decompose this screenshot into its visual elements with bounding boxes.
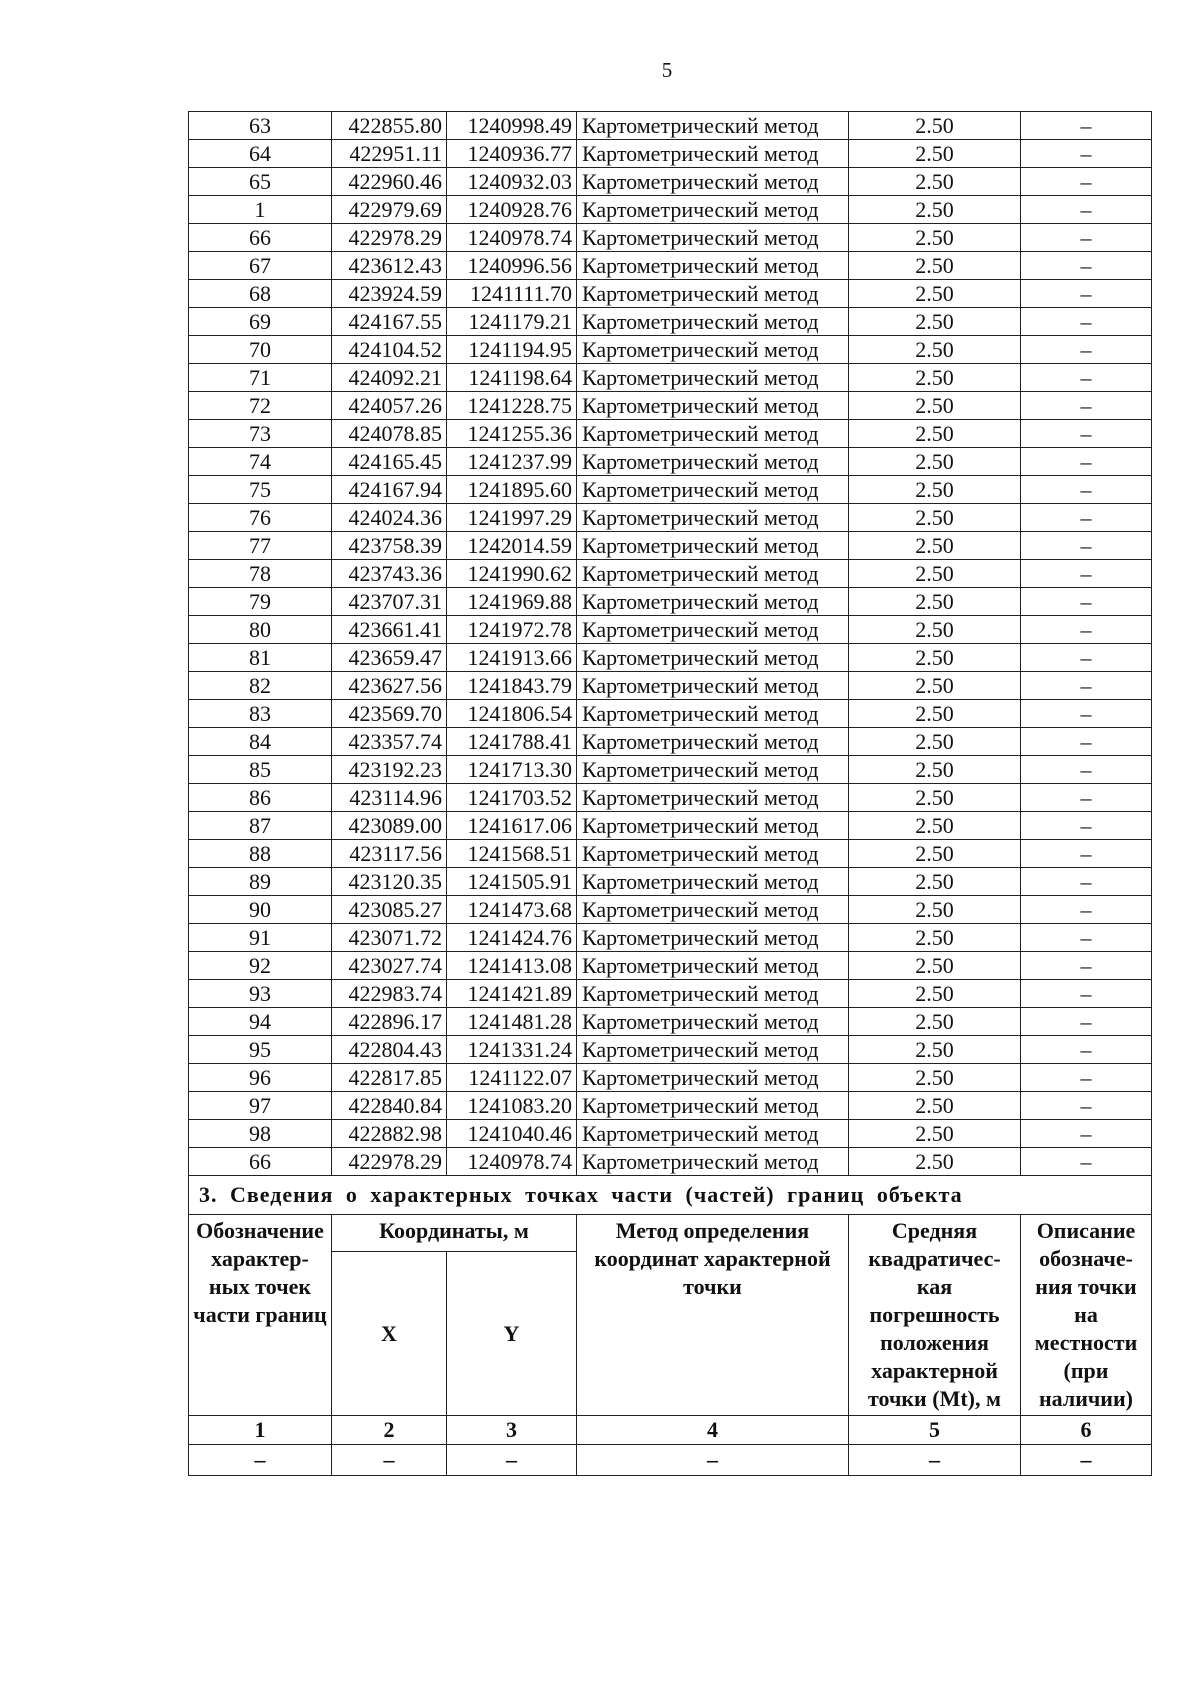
table-row (189, 560, 1152, 588)
table-row (189, 280, 1152, 308)
table-row (189, 504, 1152, 532)
method-cell: Картометрический метод (577, 448, 849, 476)
table-row (189, 336, 1152, 364)
table-row (189, 196, 1152, 224)
y-coordinate-cell: 1241997.29 (447, 504, 577, 532)
table-row (189, 1092, 1152, 1120)
column-number: 2 (332, 1416, 447, 1445)
empty-cell: – (447, 1445, 577, 1476)
method-cell: Картометрический метод (577, 644, 849, 672)
error-cell: 2.50 (849, 112, 1021, 140)
error-cell: 2.50 (849, 1092, 1021, 1120)
x-coordinate-cell: 422855.80 (332, 112, 447, 140)
y-coordinate-cell: 1241617.06 (447, 812, 577, 840)
error-cell: 2.50 (849, 812, 1021, 840)
table-row (189, 308, 1152, 336)
description-cell: – (1021, 1008, 1152, 1036)
description-cell: – (1021, 644, 1152, 672)
point-number-cell: 81 (189, 644, 332, 672)
x-coordinate-cell: 422978.29 (332, 224, 447, 252)
point-number-cell: 75 (189, 476, 332, 504)
method-cell: Картометрический метод (577, 980, 849, 1008)
x-coordinate-cell: 423758.39 (332, 532, 447, 560)
y-coordinate-cell: 1241237.99 (447, 448, 577, 476)
method-cell: Картометрический метод (577, 196, 849, 224)
method-cell: Картометрический метод (577, 224, 849, 252)
empty-cell: – (1021, 1445, 1152, 1476)
point-number-cell: 76 (189, 504, 332, 532)
table-row (189, 840, 1152, 868)
error-cell: 2.50 (849, 420, 1021, 448)
error-cell: 2.50 (849, 252, 1021, 280)
table-row (189, 1148, 1152, 1176)
y-coordinate-cell: 1241122.07 (447, 1064, 577, 1092)
x-coordinate-cell: 424167.94 (332, 476, 447, 504)
error-cell: 2.50 (849, 532, 1021, 560)
table-row (189, 756, 1152, 784)
error-cell: 2.50 (849, 1036, 1021, 1064)
coordinates-table-body (189, 112, 1152, 1176)
error-cell: 2.50 (849, 952, 1021, 980)
description-cell: – (1021, 700, 1152, 728)
description-cell: – (1021, 1064, 1152, 1092)
y-coordinate-cell: 1240928.76 (447, 196, 577, 224)
x-coordinate-cell: 424024.36 (332, 504, 447, 532)
x-coordinate-cell: 424104.52 (332, 336, 447, 364)
method-cell: Картометрический метод (577, 700, 849, 728)
error-cell: 2.50 (849, 280, 1021, 308)
method-cell: Картометрический метод (577, 1036, 849, 1064)
x-coordinate-cell: 422960.46 (332, 168, 447, 196)
method-cell: Картометрический метод (577, 336, 849, 364)
y-coordinate-cell: 1241713.30 (447, 756, 577, 784)
method-cell: Картометрический метод (577, 252, 849, 280)
table-row (189, 980, 1152, 1008)
x-coordinate-cell: 423071.72 (332, 924, 447, 952)
description-cell: – (1021, 112, 1152, 140)
table-row (189, 140, 1152, 168)
table-row (189, 252, 1152, 280)
point-number-cell: 73 (189, 420, 332, 448)
method-cell: Картометрический метод (577, 1148, 849, 1176)
x-coordinate-cell: 423661.41 (332, 616, 447, 644)
empty-cell: – (577, 1445, 849, 1476)
x-coordinate-cell: 423924.59 (332, 280, 447, 308)
point-number-cell: 1 (189, 196, 332, 224)
table-row (189, 812, 1152, 840)
table-row (189, 1064, 1152, 1092)
method-cell: Картометрический метод (577, 868, 849, 896)
x-coordinate-cell: 424057.26 (332, 392, 447, 420)
y-coordinate-cell: 1241990.62 (447, 560, 577, 588)
description-cell: – (1021, 252, 1152, 280)
table-row (189, 784, 1152, 812)
method-cell: Картометрический метод (577, 588, 849, 616)
table-row (189, 532, 1152, 560)
point-number-cell: 85 (189, 756, 332, 784)
description-cell: – (1021, 1092, 1152, 1120)
empty-data-row (189, 1445, 1152, 1476)
method-cell: Картометрический метод (577, 840, 849, 868)
column-number: 5 (849, 1416, 1021, 1445)
y-coordinate-cell: 1241806.54 (447, 700, 577, 728)
point-number-cell: 67 (189, 252, 332, 280)
x-coordinate-cell: 422804.43 (332, 1036, 447, 1064)
method-cell: Картометрический метод (577, 1008, 849, 1036)
error-cell: 2.50 (849, 224, 1021, 252)
description-cell: – (1021, 308, 1152, 336)
x-coordinate-cell: 424165.45 (332, 448, 447, 476)
description-cell: – (1021, 504, 1152, 532)
point-number-cell: 68 (189, 280, 332, 308)
x-coordinate-cell: 424092.21 (332, 364, 447, 392)
header-method: Метод определения координат характерной точки (577, 1215, 849, 1416)
error-cell: 2.50 (849, 392, 1021, 420)
description-cell: – (1021, 588, 1152, 616)
description-cell: – (1021, 784, 1152, 812)
description-cell: – (1021, 224, 1152, 252)
description-cell: – (1021, 476, 1152, 504)
y-coordinate-cell: 1241040.46 (447, 1120, 577, 1148)
point-number-cell: 70 (189, 336, 332, 364)
point-number-cell: 86 (189, 784, 332, 812)
y-coordinate-cell: 1240978.74 (447, 224, 577, 252)
error-cell: 2.50 (849, 896, 1021, 924)
x-coordinate-cell: 423117.56 (332, 840, 447, 868)
header-coordinates: Координаты, м (332, 1215, 577, 1252)
x-coordinate-cell: 423659.47 (332, 644, 447, 672)
table-row (189, 392, 1152, 420)
description-cell: – (1021, 924, 1152, 952)
point-number-cell: 83 (189, 700, 332, 728)
y-coordinate-cell: 1241228.75 (447, 392, 577, 420)
y-coordinate-cell: 1241703.52 (447, 784, 577, 812)
point-number-cell: 79 (189, 588, 332, 616)
error-cell: 2.50 (849, 840, 1021, 868)
empty-cell: – (189, 1445, 332, 1476)
description-cell: – (1021, 952, 1152, 980)
y-coordinate-cell: 1241788.41 (447, 728, 577, 756)
error-cell: 2.50 (849, 336, 1021, 364)
page-number: 5 (661, 58, 673, 82)
y-coordinate-cell: 1241895.60 (447, 476, 577, 504)
y-coordinate-cell: 1241194.95 (447, 336, 577, 364)
y-coordinate-cell: 1240932.03 (447, 168, 577, 196)
table-row (189, 672, 1152, 700)
point-number-cell: 89 (189, 868, 332, 896)
method-cell: Картометрический метод (577, 392, 849, 420)
point-number-cell: 82 (189, 672, 332, 700)
point-number-cell: 74 (189, 448, 332, 476)
x-coordinate-cell: 423627.56 (332, 672, 447, 700)
error-cell: 2.50 (849, 1120, 1021, 1148)
description-cell: – (1021, 980, 1152, 1008)
point-number-cell: 92 (189, 952, 332, 980)
coordinates-table (188, 111, 1152, 1476)
y-coordinate-cell: 1241424.76 (447, 924, 577, 952)
method-cell: Картометрический метод (577, 112, 849, 140)
method-cell: Картометрический метод (577, 364, 849, 392)
table-row (189, 112, 1152, 140)
y-coordinate-cell: 1241972.78 (447, 616, 577, 644)
point-number-cell: 94 (189, 1008, 332, 1036)
table-row (189, 168, 1152, 196)
method-cell: Картометрический метод (577, 812, 849, 840)
description-cell: – (1021, 448, 1152, 476)
description-cell: – (1021, 896, 1152, 924)
error-cell: 2.50 (849, 140, 1021, 168)
y-coordinate-cell: 1241473.68 (447, 896, 577, 924)
header-point-designation: Обозначение характер-ных точек части границ (189, 1215, 332, 1416)
error-cell: 2.50 (849, 728, 1021, 756)
y-coordinate-cell: 1241568.51 (447, 840, 577, 868)
x-coordinate-cell: 422817.85 (332, 1064, 447, 1092)
method-cell: Картометрический метод (577, 672, 849, 700)
table-row (189, 728, 1152, 756)
table-row (189, 364, 1152, 392)
method-cell: Картометрический метод (577, 924, 849, 952)
method-cell: Картометрический метод (577, 784, 849, 812)
x-coordinate-cell: 423120.35 (332, 868, 447, 896)
y-coordinate-cell: 1241843.79 (447, 672, 577, 700)
point-number-cell: 63 (189, 112, 332, 140)
y-coordinate-cell: 1241198.64 (447, 364, 577, 392)
x-coordinate-cell: 423192.23 (332, 756, 447, 784)
error-cell: 2.50 (849, 476, 1021, 504)
point-number-cell: 84 (189, 728, 332, 756)
y-coordinate-cell: 1241969.88 (447, 588, 577, 616)
table-row (189, 868, 1152, 896)
table-row (189, 952, 1152, 980)
description-cell: – (1021, 168, 1152, 196)
point-number-cell: 96 (189, 1064, 332, 1092)
table-row (189, 224, 1152, 252)
error-cell: 2.50 (849, 588, 1021, 616)
column-number: 3 (447, 1416, 577, 1445)
description-cell: – (1021, 1036, 1152, 1064)
description-cell: – (1021, 672, 1152, 700)
x-coordinate-cell: 423612.43 (332, 252, 447, 280)
table-row (189, 476, 1152, 504)
point-number-cell: 78 (189, 560, 332, 588)
description-cell: – (1021, 196, 1152, 224)
x-coordinate-cell: 422978.29 (332, 1148, 447, 1176)
y-coordinate-cell: 1241331.24 (447, 1036, 577, 1064)
table-row (189, 448, 1152, 476)
x-coordinate-cell: 422840.84 (332, 1092, 447, 1120)
method-cell: Картометрический метод (577, 504, 849, 532)
y-coordinate-cell: 1241421.89 (447, 980, 577, 1008)
description-cell: – (1021, 1148, 1152, 1176)
x-coordinate-cell: 424078.85 (332, 420, 447, 448)
header-y: Y (447, 1252, 577, 1416)
error-cell: 2.50 (849, 644, 1021, 672)
point-number-cell: 90 (189, 896, 332, 924)
point-number-cell: 69 (189, 308, 332, 336)
description-cell: – (1021, 728, 1152, 756)
description-cell: – (1021, 840, 1152, 868)
description-cell: – (1021, 420, 1152, 448)
method-cell: Картометрический метод (577, 756, 849, 784)
x-coordinate-cell: 422882.98 (332, 1120, 447, 1148)
error-cell: 2.50 (849, 504, 1021, 532)
table-row (189, 1008, 1152, 1036)
x-coordinate-cell: 423569.70 (332, 700, 447, 728)
method-cell: Картометрический метод (577, 280, 849, 308)
point-number-cell: 66 (189, 224, 332, 252)
x-coordinate-cell: 423114.96 (332, 784, 447, 812)
y-coordinate-cell: 1242014.59 (447, 532, 577, 560)
description-cell: – (1021, 616, 1152, 644)
error-cell: 2.50 (849, 616, 1021, 644)
point-number-cell: 65 (189, 168, 332, 196)
description-cell: – (1021, 532, 1152, 560)
table-row (189, 924, 1152, 952)
method-cell: Картометрический метод (577, 560, 849, 588)
description-cell: – (1021, 1120, 1152, 1148)
x-coordinate-cell: 422979.69 (332, 196, 447, 224)
error-cell: 2.50 (849, 924, 1021, 952)
y-coordinate-cell: 1241255.36 (447, 420, 577, 448)
method-cell: Картометрический метод (577, 476, 849, 504)
error-cell: 2.50 (849, 1064, 1021, 1092)
error-cell: 2.50 (849, 868, 1021, 896)
point-number-cell: 93 (189, 980, 332, 1008)
y-coordinate-cell: 1240996.56 (447, 252, 577, 280)
point-number-cell: 98 (189, 1120, 332, 1148)
method-cell: Картометрический метод (577, 140, 849, 168)
column-numbering-row (189, 1416, 1152, 1445)
point-number-cell: 77 (189, 532, 332, 560)
y-coordinate-cell: 1240936.77 (447, 140, 577, 168)
point-number-cell: 91 (189, 924, 332, 952)
x-coordinate-cell: 423743.36 (332, 560, 447, 588)
y-coordinate-cell: 1241913.66 (447, 644, 577, 672)
header-description: Описание обозначе-ния точки на местности (при наличии) (1021, 1215, 1152, 1416)
method-cell: Картометрический метод (577, 896, 849, 924)
y-coordinate-cell: 1240998.49 (447, 112, 577, 140)
point-number-cell: 97 (189, 1092, 332, 1120)
error-cell: 2.50 (849, 1148, 1021, 1176)
method-cell: Картометрический метод (577, 728, 849, 756)
method-cell: Картометрический метод (577, 308, 849, 336)
table-row (189, 420, 1152, 448)
method-cell: Картометрический метод (577, 420, 849, 448)
description-cell: – (1021, 364, 1152, 392)
table-row (189, 588, 1152, 616)
table-row (189, 644, 1152, 672)
error-cell: 2.50 (849, 448, 1021, 476)
error-cell: 2.50 (849, 364, 1021, 392)
y-coordinate-cell: 1241111.70 (447, 280, 577, 308)
method-cell: Картометрический метод (577, 1064, 849, 1092)
x-coordinate-cell: 423027.74 (332, 952, 447, 980)
empty-cell: – (849, 1445, 1021, 1476)
column-number: 4 (577, 1416, 849, 1445)
method-cell: Картометрический метод (577, 952, 849, 980)
x-coordinate-cell: 423089.00 (332, 812, 447, 840)
description-cell: – (1021, 280, 1152, 308)
method-cell: Картометрический метод (577, 1092, 849, 1120)
method-cell: Картометрический метод (577, 1120, 849, 1148)
section3-block (189, 1176, 1152, 1476)
table-row (189, 700, 1152, 728)
x-coordinate-cell: 422896.17 (332, 1008, 447, 1036)
column-number: 6 (1021, 1416, 1152, 1445)
method-cell: Картометрический метод (577, 616, 849, 644)
y-coordinate-cell: 1241505.91 (447, 868, 577, 896)
error-cell: 2.50 (849, 308, 1021, 336)
empty-cell: – (332, 1445, 447, 1476)
y-coordinate-cell: 1240978.74 (447, 1148, 577, 1176)
description-cell: – (1021, 560, 1152, 588)
error-cell: 2.50 (849, 672, 1021, 700)
description-cell: – (1021, 812, 1152, 840)
error-cell: 2.50 (849, 196, 1021, 224)
header-error: Средняя квадратичес-кая погрешность положения характерной точки (Mt), м (849, 1215, 1021, 1416)
x-coordinate-cell: 422983.74 (332, 980, 447, 1008)
description-cell: – (1021, 868, 1152, 896)
error-cell: 2.50 (849, 700, 1021, 728)
y-coordinate-cell: 1241083.20 (447, 1092, 577, 1120)
description-cell: – (1021, 140, 1152, 168)
x-coordinate-cell: 423357.74 (332, 728, 447, 756)
point-number-cell: 71 (189, 364, 332, 392)
point-number-cell: 87 (189, 812, 332, 840)
point-number-cell: 88 (189, 840, 332, 868)
error-cell: 2.50 (849, 980, 1021, 1008)
description-cell: – (1021, 756, 1152, 784)
point-number-cell: 72 (189, 392, 332, 420)
table-row (189, 1120, 1152, 1148)
error-cell: 2.50 (849, 784, 1021, 812)
point-number-cell: 64 (189, 140, 332, 168)
description-cell: – (1021, 336, 1152, 364)
error-cell: 2.50 (849, 560, 1021, 588)
section3-title: 3. Сведения о характерных точках части (частей) границ объекта (189, 1176, 1152, 1215)
method-cell: Картометрический метод (577, 168, 849, 196)
x-coordinate-cell: 422951.11 (332, 140, 447, 168)
header-x: X (332, 1252, 447, 1416)
y-coordinate-cell: 1241481.28 (447, 1008, 577, 1036)
column-number: 1 (189, 1416, 332, 1445)
table-row (189, 616, 1152, 644)
error-cell: 2.50 (849, 168, 1021, 196)
x-coordinate-cell: 423707.31 (332, 588, 447, 616)
point-number-cell: 95 (189, 1036, 332, 1064)
table-row (189, 1036, 1152, 1064)
y-coordinate-cell: 1241413.08 (447, 952, 577, 980)
point-number-cell: 80 (189, 616, 332, 644)
error-cell: 2.50 (849, 756, 1021, 784)
error-cell: 2.50 (849, 1008, 1021, 1036)
description-cell: – (1021, 392, 1152, 420)
x-coordinate-cell: 424167.55 (332, 308, 447, 336)
x-coordinate-cell: 423085.27 (332, 896, 447, 924)
table-row (189, 896, 1152, 924)
method-cell: Картометрический метод (577, 532, 849, 560)
y-coordinate-cell: 1241179.21 (447, 308, 577, 336)
point-number-cell: 66 (189, 1148, 332, 1176)
